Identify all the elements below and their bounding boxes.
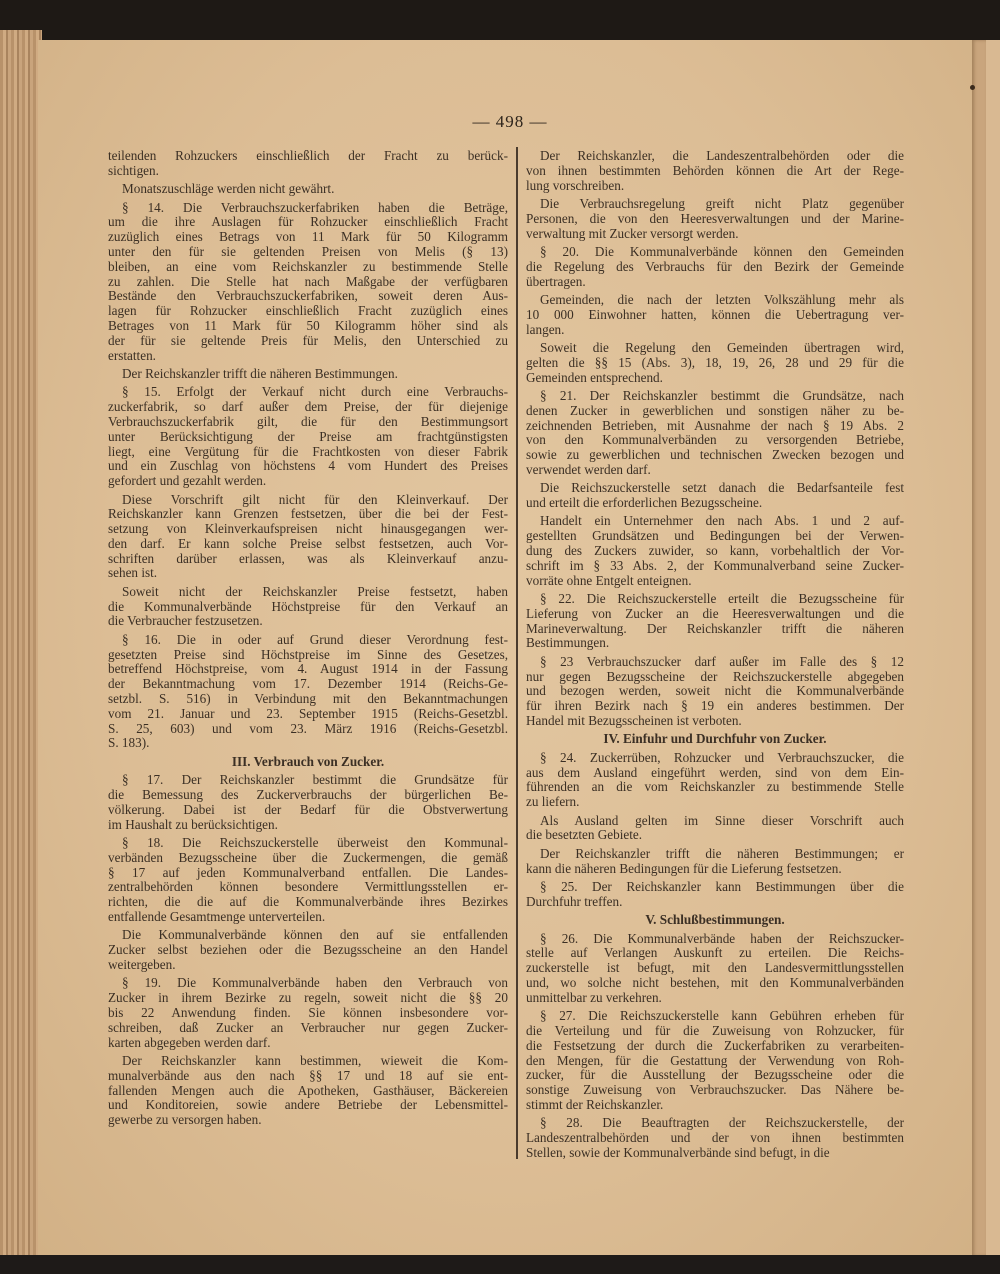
section-heading: [526, 732, 904, 747]
text-line: stimmt der Reichskanzler.: [526, 1096, 664, 1112]
text-line: vorräte ohne Entgelt enteignen.: [526, 572, 692, 588]
text-line: verwaltung mit Zucker versorgt werden.: [526, 225, 739, 241]
text-line: die Regelung des Verbrauchs für den Bezirk der Gemeinde: [526, 258, 904, 274]
text-line: gestellten Grundsätzen und Bedingungen bei der Verwen-: [526, 528, 904, 544]
paragraph: [526, 751, 904, 810]
paragraph: [526, 847, 904, 877]
text-line: verwendet werden darf.: [526, 461, 651, 477]
text-line: von ihnen bestimmten Behörden können die Art der Rege-: [526, 162, 904, 178]
paragraph: [108, 773, 508, 832]
text-line: § 25. Der Reichskanzler kann Bestimmungen über die: [540, 878, 904, 894]
paragraph: [108, 182, 508, 197]
text-line: die Verbraucher festzusetzen.: [108, 613, 263, 629]
paragraph: [526, 655, 904, 729]
paragraph: [526, 880, 904, 910]
text-line: die besetzten Gebiete.: [526, 827, 643, 843]
left-text-column: [108, 149, 508, 1128]
text-line: Die Kommunalverbände können den auf sie entfallenden: [122, 927, 508, 943]
text-line: und ein Zuschlag von höchstens 4 vom Hundert des Preises: [108, 458, 508, 474]
text-line: Zucker in ihrem Bezirke zu regeln, soweit nicht die §§ 20: [108, 990, 508, 1006]
text-line: und Konditoreien, sowie andere Betriebe der Lebensmittel-: [108, 1097, 508, 1113]
text-line: von den Kommunalverbänden zu versorgenden Betriebe,: [526, 432, 904, 448]
text-line: setzbl. S. 516) in Verbindung mit den Bekanntmachungen: [108, 691, 508, 707]
text-line: IV. Einfuhr und Durchfuhr von Zucker.: [603, 731, 827, 747]
text-line: sehen ist.: [108, 565, 158, 581]
text-line: zentralbehörden können besondere Vermittlungsstellen er-: [108, 879, 508, 895]
text-line: völkerung. Dabei ist der Bedarf für die Obstverwertung: [108, 801, 508, 817]
text-line: gefordert und gezahlt werden.: [108, 473, 267, 489]
text-line: Monatszuschläge werden nicht gewährt.: [122, 181, 335, 197]
text-line: Diese Vorschrift gilt nicht für den Kleinverkauf. Der: [122, 491, 508, 507]
text-line: § 28. Die Beauftragten der Reichszuckerstelle, der: [540, 1115, 904, 1131]
book-page-stack-edge: [0, 30, 42, 1258]
text-line: der für sie geltende Preis für Melis, den Unterschied zu: [108, 332, 508, 348]
text-line: Gemeinden entsprechend.: [526, 369, 663, 385]
text-line: unter den für sie geltenden Preisen von Melis (§ 13): [108, 243, 508, 259]
text-line: § 19. Die Kommunalverbände haben den Verbrauch von: [122, 975, 508, 991]
text-line: denen Zucker in gewerblichen und sonstigen näher zu be-: [526, 402, 904, 418]
paragraph: [526, 1116, 904, 1160]
text-line: und, wo solche nicht bestehen, mit den Kommunalverbänden: [526, 974, 904, 990]
text-line: Bestände den Verbrauchszuckerfabriken, soweit deren Aus-: [108, 288, 508, 304]
text-line: lagen für Rohzucker einschließlich Fracht zuzüglich eines: [108, 303, 508, 319]
text-line: fallenden Mengen auch die Apotheken, Gasthäuser, Bäckereien: [108, 1082, 508, 1098]
text-line: vom 21. Januar und 23. September 1915 (Reichs-Gesetzbl.: [108, 705, 508, 721]
text-line: führenden an die vom Reichskanzler zu bestimmende Stelle: [526, 779, 904, 795]
text-line: § 16. Die in oder auf Grund dieser Verordnung fest-: [122, 631, 508, 647]
right-text-column: [526, 149, 904, 1161]
text-line: übertragen.: [526, 273, 586, 289]
text-line: § 17. Der Reichskanzler bestimmt die Grundsätze für: [122, 772, 508, 788]
text-line: entfallende Gesamtmenge unterverteilen.: [108, 908, 326, 924]
text-line: um die ihre Auslagen für Rohzucker einschließlich Fracht: [108, 214, 508, 230]
text-line: die Verteilung und für die Zuweisung von Rohzucker, für: [526, 1022, 904, 1038]
text-line: Betrages von 11 Mark für 50 Kilogramm höher sind als: [108, 317, 508, 333]
text-line: sichtigen.: [108, 162, 159, 178]
text-line: Der Reichskanzler kann bestimmen, wieweit die Kom-: [122, 1052, 508, 1068]
paragraph: [108, 928, 508, 972]
text-line: § 14. Die Verbrauchszuckerfabriken haben die Beträge,: [122, 199, 508, 215]
paragraph: [526, 932, 904, 1006]
text-line: Durchfuhr treffen.: [526, 893, 623, 909]
text-line: Marineverwaltung. Der Reichskanzler trifft die näheren: [526, 620, 904, 636]
paragraph: [526, 481, 904, 511]
text-line: unter Berücksichtigung der Preise am frachtgünstigsten: [108, 428, 508, 444]
text-line: lung vorschreiben.: [526, 177, 625, 193]
paragraph: [108, 836, 508, 925]
text-line: Stellen, sowie der Kommunalverbände sind befugt, in die: [526, 1144, 830, 1160]
text-line: der Bekanntmachung vom 17. Dezember 1914 (Reichs-Ge-: [108, 676, 508, 692]
text-line: gesetzten Preise sind Höchstpreise im Sinne des Gesetzes,: [108, 646, 508, 662]
text-line: § 15. Erfolgt der Verkauf nicht durch eine Verbrauchs-: [122, 384, 508, 400]
paragraph: [108, 385, 508, 489]
paragraph: [108, 493, 508, 582]
page-number: — 498 —: [472, 112, 548, 131]
paragraph: [526, 293, 904, 337]
text-line: kann die näheren Bedingungen für die Lieferung festsetzen.: [526, 860, 842, 876]
text-line: Als Ausland gelten im Sinne dieser Vorschrift auch: [540, 812, 904, 828]
text-line: Der Reichskanzler, die Landeszentralbehörden oder die: [540, 148, 904, 163]
text-line: Bestimmungen.: [526, 635, 610, 651]
text-line: verbänden Bezugsscheine über die Zuckermengen, die gemäß: [108, 849, 508, 865]
paragraph: [108, 201, 508, 364]
text-line: die Festsetzung der durch die Zuckerfabriken zu verarbeiten-: [526, 1037, 904, 1053]
text-line: den darf. Er kann solche Preise selbst festsetzen, auch Vor-: [108, 535, 508, 551]
paragraph: [526, 514, 904, 588]
text-line: bleiben, an eine vom Reichskanzler zu bestimmende Stelle: [108, 258, 508, 274]
text-line: Reichskanzler kann Grenzen festsetzen, über die bei der Fest-: [108, 506, 508, 522]
paragraph: [526, 389, 904, 478]
text-line: zuckerfabrik, so darf außer dem Preise, der für diejenige: [108, 399, 508, 415]
text-line: für ihren Bezirk nach § 19 ein anderes bestimmen. Der: [526, 698, 904, 714]
text-line: Der Reichskanzler trifft die näheren Bestimmungen.: [122, 365, 398, 381]
text-line: betreffend Höchstpreise, vom 4. August 1914 in der Fassung: [108, 661, 508, 677]
paragraph: [108, 585, 508, 629]
text-line: schrift im § 33 Abs. 2, der Kommunalverband seine Zucker-: [526, 557, 904, 573]
text-line: zu zahlen. Die Stelle hat nach Maßgabe der verfügbaren: [108, 273, 508, 289]
text-line: § 22. Die Reichszuckerstelle erteilt die Bezugsscheine für: [540, 591, 904, 607]
text-line: S. 25, 603) und vom 23. März 1916 (Reichs-Gesetzbl.: [108, 720, 508, 736]
text-line: nur gegen Bezugsscheine der Reichszuckerstelle abgegeben: [526, 668, 904, 684]
text-line: stelle auf Verlangen Auskunft zu erteilen. Die Reichs-: [526, 945, 904, 961]
text-line: gewerbe zu versorgen haben.: [108, 1112, 262, 1128]
paragraph: [526, 197, 904, 241]
text-line: § 21. Der Reichskanzler bestimmt die Grundsätze, nach: [540, 387, 904, 403]
text-line: § 26. Die Kommunalverbände haben der Reichszucker-: [540, 930, 904, 946]
text-line: Landeszentralbehörden und der von ihnen bestimmten: [526, 1130, 904, 1146]
text-line: liegt, eine Vergütung für die Frachtkosten von dieser Fabrik: [108, 443, 508, 459]
text-line: richten, die die auf die Kommunalverbände ihres Bezirkes: [108, 894, 508, 910]
text-line: und erteilt die erforderlichen Bezugsscheine.: [526, 495, 763, 511]
paragraph: [526, 814, 904, 844]
paragraph: [108, 633, 508, 751]
text-line: erstatten.: [108, 347, 156, 363]
text-line: § 18. Die Reichszuckerstelle überweist den Kommunal-: [122, 835, 508, 850]
text-line: Die Verbrauchsregelung greift nicht Platz gegenüber: [540, 195, 904, 211]
text-line: und bezogen werden, soweit nicht die Kommunalverbände: [526, 683, 904, 699]
text-line: dung des Zuckers zuwider, so kann, vorbehaltlich der Vor-: [526, 543, 904, 559]
text-line: karten abgegeben werden darf.: [108, 1034, 271, 1050]
text-line: § 23 Verbrauchszucker darf außer im Falle des § 12: [540, 653, 904, 669]
text-line: III. Verbrauch von Zucker.: [231, 753, 385, 769]
text-line: schriften darüber erlassen, was als Kleinverkauf anzu-: [108, 550, 508, 566]
text-line: Soweit die Regelung den Gemeinden übertragen wird,: [540, 339, 904, 355]
text-line: die Kommunalverbände Höchstpreise für den Verkauf an: [108, 598, 508, 614]
text-line: § 20. Die Kommunalverbände können den Gemeinden: [540, 243, 904, 259]
text-line: zeichnenden Betrieben, mit Ausnahme der nach § 19 Abs. 2: [526, 417, 904, 433]
text-line: S. 183).: [108, 735, 150, 751]
paragraph: [108, 976, 508, 1050]
text-line: bis 22 Anwendung finden. Sie können insbesondere vor-: [108, 1004, 508, 1020]
text-line: Handel mit Bezugsscheinen ist verboten.: [526, 713, 742, 729]
paragraph: [526, 1009, 904, 1113]
text-line: Der Reichskanzler trifft die näheren Bestimmungen; er: [540, 845, 904, 861]
text-line: Verbrauchszuckerfabrik gilt, die für den Bestimmungsort: [108, 413, 508, 429]
text-line: teilenden Rohzuckers einschließlich der Fracht zu berück-: [108, 148, 508, 163]
text-line: Gemeinden, die nach der letzten Volkszählung mehr als: [540, 291, 904, 307]
text-line: zu liefern.: [526, 794, 580, 810]
text-line: aus dem Ausland eingeführt werden, sind von dem Ein-: [526, 764, 904, 780]
text-line: zuckerstelle ist befugt, mit den Landesvermittlungsstellen: [526, 960, 904, 976]
text-line: sowie zu gewerblichen und technischen Zwecken bezogen und: [526, 447, 904, 463]
text-line: Die Reichszuckerstelle setzt danach die Bedarfsanteile fest: [540, 480, 904, 496]
paragraph: [526, 592, 904, 651]
paragraph: [526, 341, 904, 385]
section-heading: [526, 913, 904, 928]
next-page-edge: [986, 40, 1000, 1256]
text-line: 10 000 Einwohner hatten, können die Uebertragung ver-: [526, 306, 904, 322]
text-line: § 17 auf jeden Kommunalverband entfallen. Die Landes-: [108, 864, 508, 880]
scan-background-bottom: [0, 1255, 1000, 1274]
text-line: § 24. Zuckerrüben, Rohzucker und Verbrauchszucker, die: [540, 749, 904, 765]
column-divider: [516, 147, 518, 1159]
paragraph: [108, 367, 508, 382]
paragraph: [108, 1054, 508, 1128]
text-line: Soweit nicht der Reichskanzler Preise festsetzt, haben: [122, 583, 508, 599]
ink-spot: [970, 85, 975, 90]
text-line: gelten die §§ 15 (Abs. 3), 18, 19, 26, 28 und 29 für die: [526, 354, 904, 370]
text-line: weitergeben.: [108, 956, 176, 972]
text-line: zuzüglich eines Betrags von 11 Mark für 50 Kilogramm: [108, 229, 508, 245]
text-line: unmittelbar zu verkehren.: [526, 989, 662, 1005]
text-line: zucker, für die Ausstellung der Bezugsscheine oder die: [526, 1067, 904, 1083]
text-line: langen.: [526, 321, 565, 337]
text-line: V. Schlußbestimmungen.: [645, 912, 785, 928]
text-line: schreiben, daß Zucker an Verbraucher nur gegen Zucker-: [108, 1019, 508, 1035]
page-gutter-edge: [972, 40, 986, 1256]
text-line: Personen, die von den Heeresverwaltungen und der Marine-: [526, 210, 904, 226]
text-line: munalverbände aus den nach §§ 17 und 18 auf sie ent-: [108, 1067, 508, 1083]
text-line: im Haushalt zu berücksichtigen.: [108, 816, 278, 832]
text-line: Handelt ein Unternehmer den nach Abs. 1 und 2 auf-: [540, 513, 904, 529]
text-line: setzung von Kleinverkaufspreisen nicht hinausgegangen wer-: [108, 521, 508, 537]
text-line: Zucker selbst beziehen oder die Bezugsscheine an den Handel: [108, 942, 508, 958]
text-line: sonstige Zuweisung von Verbrauchszucker. Das Nähere be-: [526, 1082, 904, 1098]
paragraph: [526, 149, 904, 193]
text-line: Lieferung von Zucker an die Heeresverwaltungen und die: [526, 605, 904, 621]
paragraph: [526, 245, 904, 289]
section-heading: [108, 755, 508, 770]
scan-background-top: [0, 0, 1000, 40]
paragraph: [108, 149, 508, 179]
text-line: den Mengen, für die Gestattung der Verwendung von Roh-: [526, 1052, 904, 1068]
text-line: die Bemessung des Zuckerverbrauchs der bürgerlichen Be-: [108, 787, 508, 803]
text-line: § 27. Die Reichszuckerstelle kann Gebühren erheben für: [540, 1008, 904, 1024]
